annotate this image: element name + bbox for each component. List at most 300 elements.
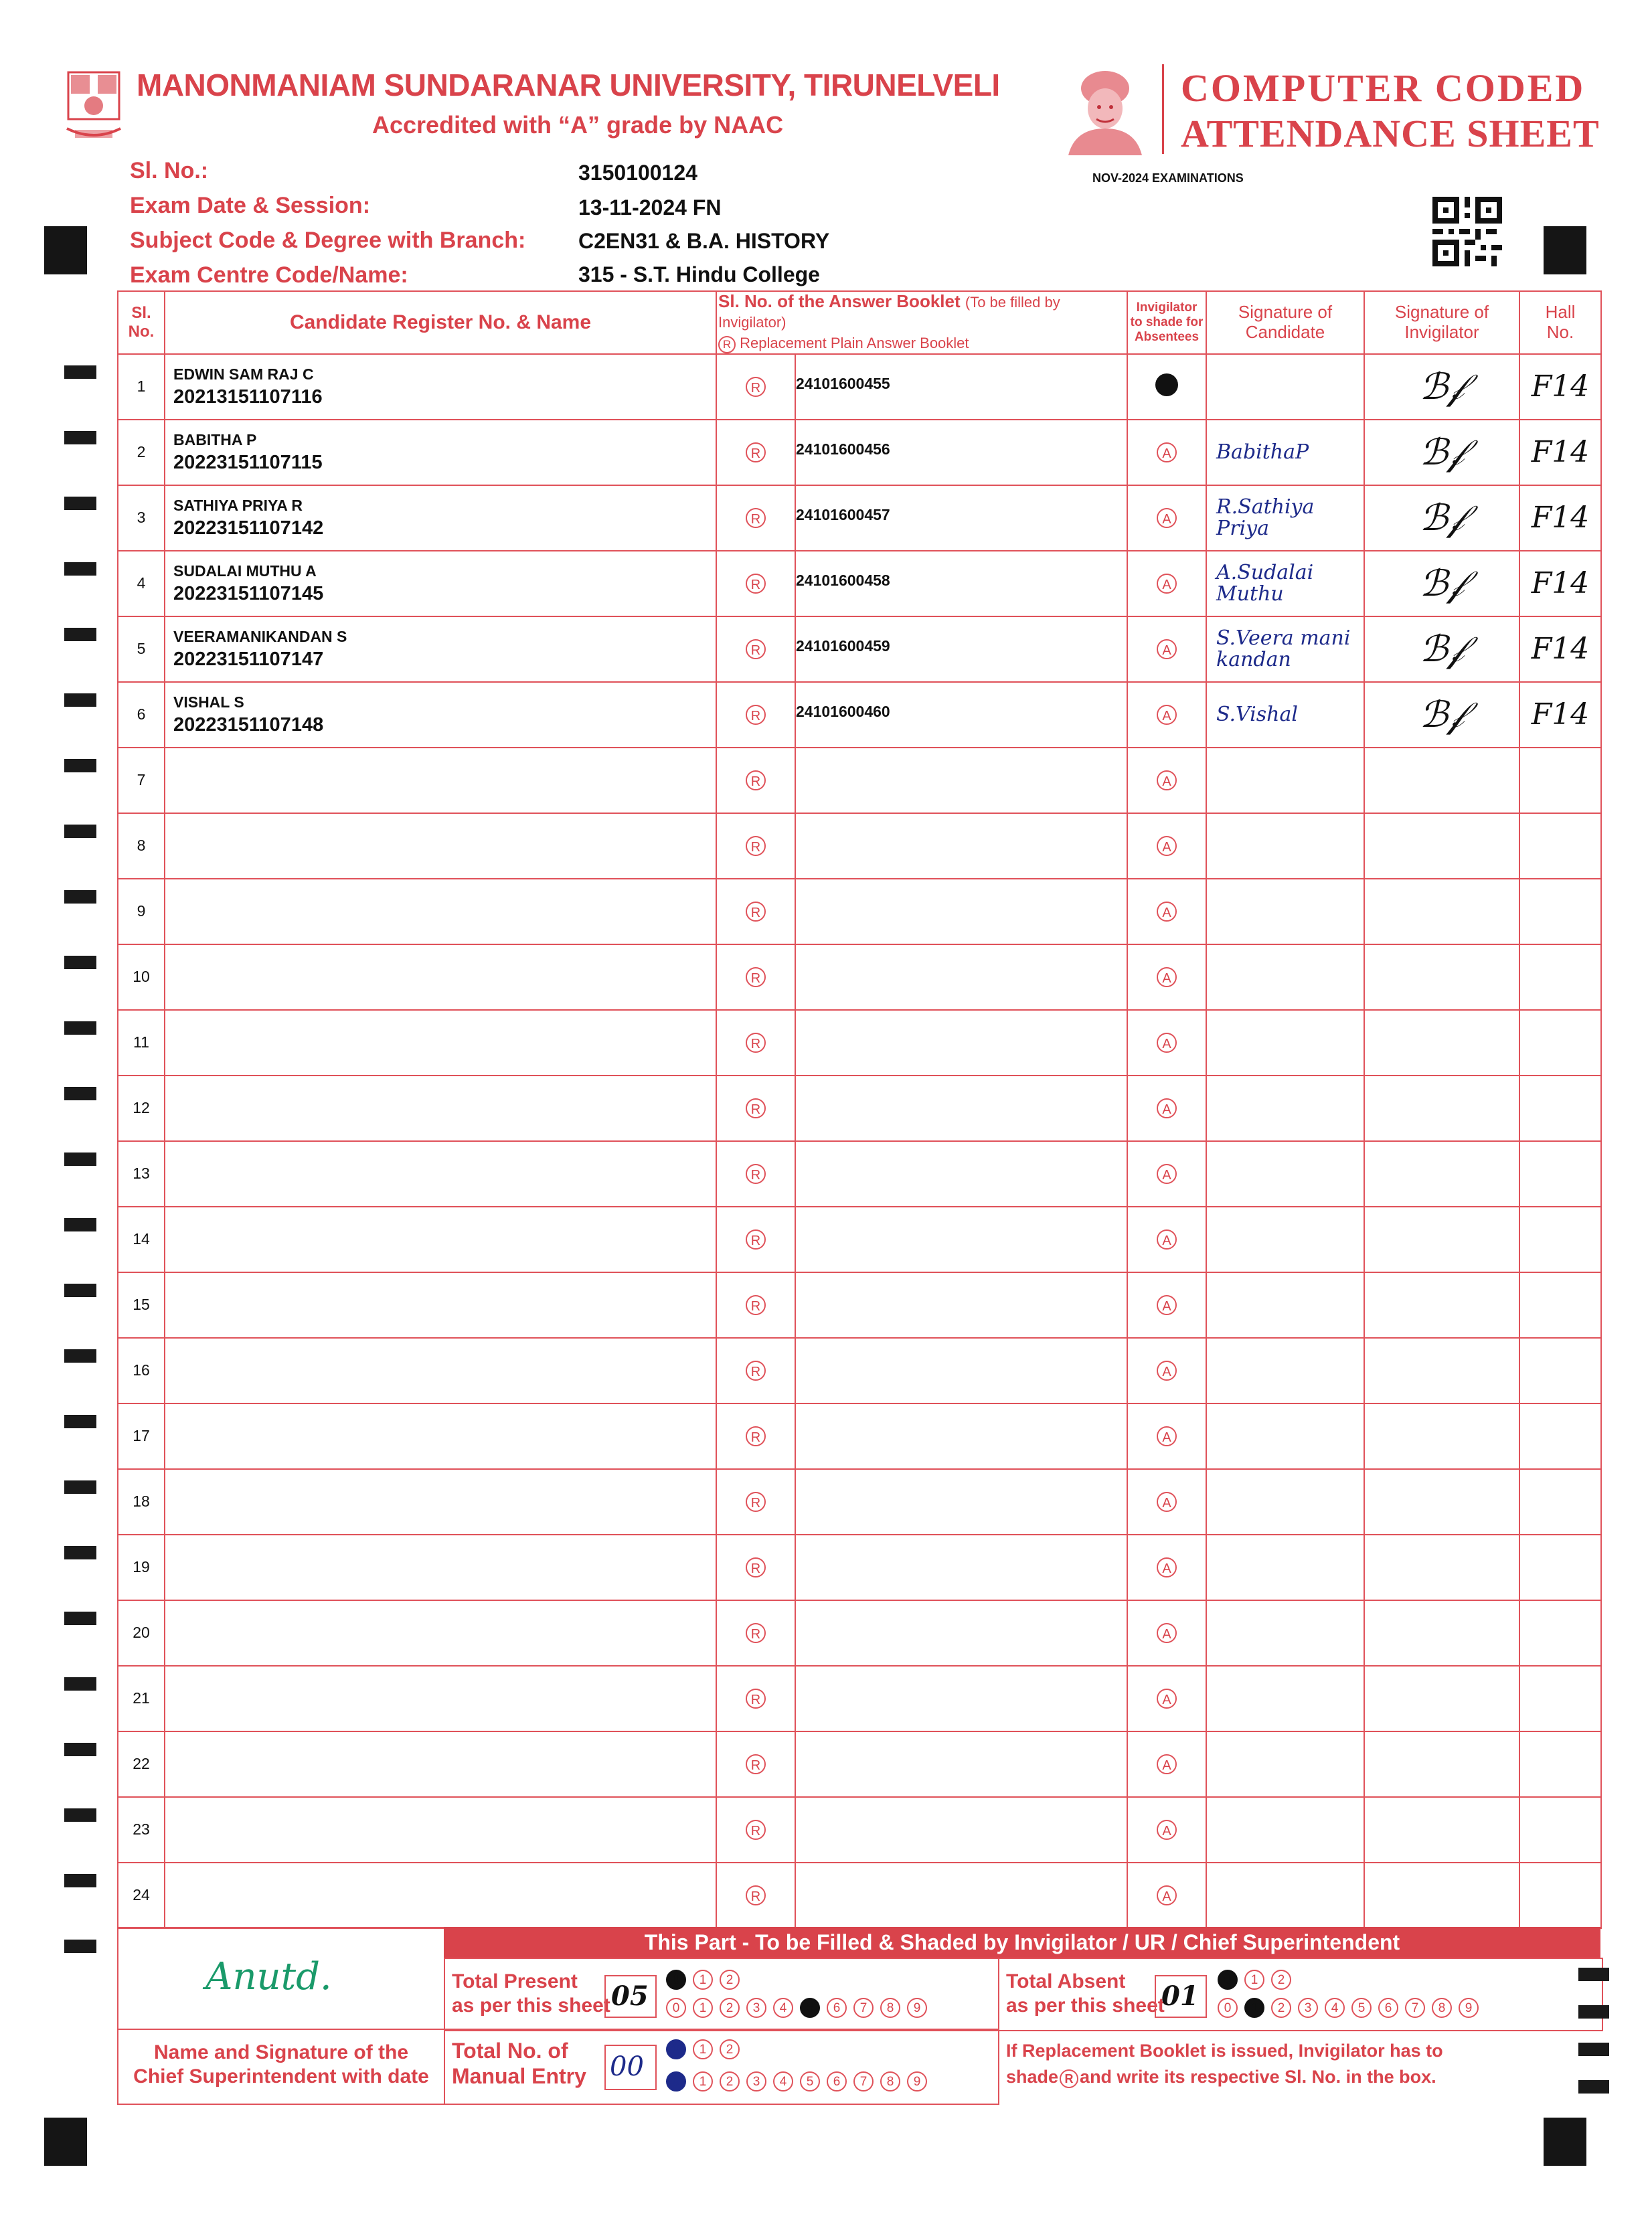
digit-bubble[interactable]: 8 xyxy=(880,2071,900,2092)
col-booklet-header: Sl. No. of the Answer Booklet (To be filled by Invigilator) R Replacement Plain Answer Booklet xyxy=(716,291,1127,354)
digit-bubble[interactable]: 2 xyxy=(1271,1998,1291,2018)
replacement-bubble[interactable]: R xyxy=(746,1295,766,1315)
invigilator-signature-cell[interactable] xyxy=(1364,551,1519,616)
replacement-bubble-cell[interactable] xyxy=(716,1797,795,1863)
chief-label: Name and Signature of the Chief Superintendent with date xyxy=(133,2041,429,2087)
invigilator-signature: ℬ𝒻 xyxy=(1419,430,1465,473)
candidate-cell xyxy=(165,616,716,682)
digit-bubble[interactable]: 6 xyxy=(1378,1998,1398,2018)
exam-centre-value: 315 - S.T. Hindu College xyxy=(578,262,820,286)
timing-mark-left xyxy=(64,1546,96,1559)
digit-bubble[interactable]: 3 xyxy=(746,1998,766,2018)
absent-bubble[interactable]: A xyxy=(1157,639,1177,659)
hall-no-cell[interactable] xyxy=(1519,1666,1601,1731)
hall-no-cell[interactable] xyxy=(1519,1076,1601,1141)
invigilator-signature-cell[interactable] xyxy=(1364,1731,1519,1797)
absent-bubble-cell[interactable] xyxy=(1127,1731,1206,1797)
total-absent-tens-bubbles[interactable] xyxy=(1218,1970,1298,1990)
absent-bubble[interactable]: A xyxy=(1157,705,1177,725)
digit-bubble[interactable]: 8 xyxy=(1432,1998,1452,2018)
invigilator-signature-cell[interactable] xyxy=(1364,1207,1519,1272)
candidate-cell xyxy=(165,682,716,748)
digit-bubble[interactable]: 9 xyxy=(907,1998,927,2018)
invigilator-signature-cell[interactable] xyxy=(1364,748,1519,813)
replacement-bubble[interactable]: R xyxy=(746,1820,766,1840)
absent-bubble-cell[interactable] xyxy=(1127,1403,1206,1469)
digit-bubble[interactable]: 3 xyxy=(1298,1998,1318,2018)
absent-bubble[interactable]: A xyxy=(1157,1426,1177,1446)
candidate-signature-cell[interactable] xyxy=(1206,1600,1364,1666)
replacement-bubble[interactable]: R xyxy=(746,1623,766,1643)
candidate-signature: BabithaP xyxy=(1216,440,1309,464)
digit-bubble[interactable]: 5 xyxy=(800,2071,820,2092)
booklet-number[interactable] xyxy=(795,1272,1127,1338)
row-sl-no: 12 xyxy=(118,1076,165,1141)
replacement-bubble-cell[interactable] xyxy=(716,1666,795,1731)
digit-bubble[interactable]: 2 xyxy=(720,2039,740,2059)
booklet-number[interactable] xyxy=(795,1600,1127,1666)
absent-bubble[interactable]: A xyxy=(1157,1885,1177,1905)
invigilator-signature-cell[interactable] xyxy=(1364,354,1519,420)
absent-bubble-cell[interactable] xyxy=(1127,944,1206,1010)
candidate-name: SATHIYA PRIYA R xyxy=(173,496,303,514)
table-row xyxy=(118,1272,1601,1338)
table-row xyxy=(118,1797,1601,1863)
replacement-bubble[interactable]: R xyxy=(746,1492,766,1512)
row-sl-no: 3 xyxy=(118,485,165,551)
absent-bubble-cell[interactable] xyxy=(1127,1469,1206,1535)
digit-bubble[interactable]: 1 xyxy=(1244,1970,1264,1990)
hall-no-cell[interactable] xyxy=(1519,1338,1601,1403)
candidate-cell xyxy=(165,1272,716,1338)
invigilator-signature-cell[interactable] xyxy=(1364,1403,1519,1469)
absent-bubble-cell[interactable] xyxy=(1127,1010,1206,1076)
absent-bubble[interactable]: A xyxy=(1157,1033,1177,1053)
booklet-number[interactable] xyxy=(795,1141,1127,1207)
hall-no-cell[interactable] xyxy=(1519,1207,1601,1272)
digit-bubble[interactable]: 2 xyxy=(1271,1970,1291,1990)
candidate-signature-cell[interactable] xyxy=(1206,813,1364,879)
table-row xyxy=(118,1141,1601,1207)
digit-bubble[interactable]: 0 xyxy=(666,2071,686,2092)
replacement-bubble-cell[interactable] xyxy=(716,1010,795,1076)
invigilator-signature-cell[interactable] xyxy=(1364,1666,1519,1731)
exam-date-value: 13-11-2024 FN xyxy=(578,195,722,220)
candidate-signature-cell[interactable] xyxy=(1206,879,1364,944)
row-sl-no: 24 xyxy=(118,1863,165,1928)
digit-bubble[interactable]: 0 xyxy=(666,1970,686,1990)
total-absent-units-bubbles[interactable] xyxy=(1218,1998,1485,2018)
table-row xyxy=(118,1863,1601,1928)
hall-no-cell[interactable] xyxy=(1519,1141,1601,1207)
absent-bubble[interactable]: A xyxy=(1157,1623,1177,1643)
invigilator-signature-cell[interactable] xyxy=(1364,1797,1519,1863)
total-present-tens-bubbles[interactable] xyxy=(666,1970,746,1990)
digit-bubble[interactable]: 9 xyxy=(1459,1998,1479,2018)
row-sl-no: 4 xyxy=(118,551,165,616)
absent-bubble-cell[interactable] xyxy=(1127,354,1206,420)
booklet-number[interactable]: 24101600456 xyxy=(795,420,1127,485)
absent-bubble-cell[interactable] xyxy=(1127,1207,1206,1272)
timing-mark-left xyxy=(64,1415,96,1428)
replacement-bubble[interactable]: R xyxy=(746,1229,766,1250)
timing-mark-left xyxy=(64,890,96,904)
digit-bubble[interactable]: 9 xyxy=(907,2071,927,2092)
invigilator-signature-cell[interactable] xyxy=(1364,420,1519,485)
replacement-bubble[interactable]: R xyxy=(746,508,766,528)
replacement-bubble-cell[interactable] xyxy=(716,944,795,1010)
replacement-bubble-cell[interactable] xyxy=(716,485,795,551)
invigilator-signature-cell[interactable] xyxy=(1364,879,1519,944)
hall-no-cell[interactable] xyxy=(1519,1863,1601,1928)
digit-bubble[interactable]: 1 xyxy=(693,1970,713,1990)
hall-no-cell[interactable] xyxy=(1519,1797,1601,1863)
absent-bubble[interactable]: A xyxy=(1157,902,1177,922)
candidate-signature-cell[interactable] xyxy=(1206,354,1364,420)
absent-bubble-cell[interactable] xyxy=(1127,1272,1206,1338)
replacement-bubble[interactable]: R xyxy=(746,770,766,790)
hall-no-cell[interactable] xyxy=(1519,1403,1601,1469)
row-sl-no: 11 xyxy=(118,1010,165,1076)
digit-bubble[interactable]: 0 xyxy=(1218,1998,1238,2018)
replacement-bubble[interactable]: R xyxy=(746,442,766,462)
booklet-number[interactable] xyxy=(795,1731,1127,1797)
absent-bubble[interactable]: A xyxy=(1157,770,1177,790)
registration-mark-top-left xyxy=(44,226,87,274)
booklet-number[interactable] xyxy=(795,1469,1127,1535)
absent-bubble[interactable]: A xyxy=(1157,1164,1177,1184)
candidate-signature: S.Vishal xyxy=(1216,703,1298,727)
absent-bubble-filled[interactable] xyxy=(1155,373,1178,396)
booklet-number[interactable] xyxy=(795,748,1127,813)
booklet-number[interactable] xyxy=(795,813,1127,879)
digit-bubble[interactable]: 4 xyxy=(773,1998,793,2018)
candidate-signature-cell[interactable] xyxy=(1206,1666,1364,1731)
candidate-signature-cell[interactable] xyxy=(1206,1076,1364,1141)
invigilator-signature-cell[interactable] xyxy=(1364,1076,1519,1141)
absent-bubble-cell[interactable] xyxy=(1127,1535,1206,1600)
invigilator-signature: ℬ𝒻 xyxy=(1419,627,1465,670)
absent-bubble[interactable]: A xyxy=(1157,1754,1177,1774)
invigilator-signature-cell[interactable] xyxy=(1364,485,1519,551)
digit-bubble[interactable]: 0 xyxy=(1218,1970,1238,1990)
sheet-title-line-1: COMPUTER CODED xyxy=(1181,66,1586,110)
booklet-number[interactable] xyxy=(795,1403,1127,1469)
absent-bubble[interactable]: A xyxy=(1157,508,1177,528)
digit-bubble[interactable]: 1 xyxy=(1244,1998,1264,2018)
absent-bubble[interactable]: A xyxy=(1157,836,1177,856)
booklet-number[interactable]: 24101600460 xyxy=(795,682,1127,748)
invigilator-signature-cell[interactable] xyxy=(1364,1469,1519,1535)
hall-no: F14 xyxy=(1531,435,1590,470)
chief-signature-box xyxy=(117,1927,445,2030)
absent-bubble-cell[interactable] xyxy=(1127,748,1206,813)
invigilator-signature-cell[interactable] xyxy=(1364,1863,1519,1928)
hall-no-cell[interactable] xyxy=(1519,1600,1601,1666)
candidate-name: VISHAL S xyxy=(173,693,244,711)
digit-bubble[interactable]: 7 xyxy=(1405,1998,1425,2018)
absent-bubble[interactable]: A xyxy=(1157,1098,1177,1118)
replacement-bubble-cell[interactable] xyxy=(716,1535,795,1600)
candidate-signature-cell[interactable] xyxy=(1206,1731,1364,1797)
digit-bubble[interactable]: 6 xyxy=(827,1998,847,2018)
invigilator-signature: ℬ𝒻 xyxy=(1419,693,1465,736)
row-sl-no: 1 xyxy=(118,354,165,420)
registration-mark-bottom-left xyxy=(44,2118,87,2166)
replacement-bubble-cell[interactable] xyxy=(716,616,795,682)
table-row xyxy=(118,813,1601,879)
candidate-signature-cell[interactable] xyxy=(1206,1010,1364,1076)
absent-bubble[interactable]: A xyxy=(1157,1295,1177,1315)
replacement-bubble-cell[interactable] xyxy=(716,551,795,616)
digit-bubble[interactable]: 7 xyxy=(853,2071,874,2092)
replacement-bubble[interactable]: R xyxy=(746,1098,766,1118)
booklet-number[interactable] xyxy=(795,1666,1127,1731)
digit-bubble[interactable]: 1 xyxy=(693,2071,713,2092)
hall-no-cell[interactable] xyxy=(1519,1731,1601,1797)
table-row xyxy=(118,1010,1601,1076)
timing-mark-left xyxy=(64,1153,96,1166)
candidate-signature-cell[interactable] xyxy=(1206,485,1364,551)
absent-bubble-cell[interactable] xyxy=(1127,879,1206,944)
sheet-title-line-2: ATTENDANCE SHEET xyxy=(1181,112,1600,155)
digit-bubble[interactable]: 1 xyxy=(693,1998,713,2018)
absent-bubble-cell[interactable] xyxy=(1127,1338,1206,1403)
candidate-signature-cell[interactable] xyxy=(1206,420,1364,485)
replacement-bubble-cell[interactable] xyxy=(716,682,795,748)
replacement-bubble-cell[interactable] xyxy=(716,1076,795,1141)
absent-bubble[interactable]: A xyxy=(1157,1557,1177,1577)
candidate-signature-cell[interactable] xyxy=(1206,1797,1364,1863)
booklet-number[interactable] xyxy=(795,1535,1127,1600)
candidate-signature-cell[interactable] xyxy=(1206,748,1364,813)
invigilator-signature-cell[interactable] xyxy=(1364,1535,1519,1600)
booklet-number[interactable] xyxy=(795,1863,1127,1928)
digit-bubble[interactable]: 2 xyxy=(720,2071,740,2092)
total-absent-value-box[interactable]: 01 xyxy=(1155,1975,1207,2018)
replacement-bubble-cell[interactable] xyxy=(716,1600,795,1666)
manual-entry-tens-bubbles[interactable] xyxy=(666,2039,746,2059)
digit-bubble[interactable]: 5 xyxy=(1351,1998,1372,2018)
invigilator-signature-cell[interactable] xyxy=(1364,944,1519,1010)
hall-no-cell[interactable] xyxy=(1519,682,1601,748)
invigilator-signature-cell[interactable] xyxy=(1364,682,1519,748)
invigilator-signature: ℬ𝒻 xyxy=(1419,365,1465,408)
total-present-units-bubbles[interactable] xyxy=(666,1998,934,2018)
invigilator-signature-cell[interactable] xyxy=(1364,1272,1519,1338)
exam-centre-label: Exam Centre Code/Name: xyxy=(130,262,408,288)
absent-bubble[interactable]: A xyxy=(1157,1820,1177,1840)
replacement-bubble[interactable]: R xyxy=(746,1164,766,1184)
booklet-number[interactable]: 24101600459 xyxy=(795,616,1127,682)
digit-bubble[interactable]: 6 xyxy=(827,2071,847,2092)
replacement-bubble-cell[interactable] xyxy=(716,354,795,420)
hall-no-cell[interactable] xyxy=(1519,551,1601,616)
digit-bubble[interactable]: 2 xyxy=(720,1970,740,1990)
candidate-cell xyxy=(165,354,716,420)
absent-bubble[interactable]: A xyxy=(1157,1492,1177,1512)
booklet-number[interactable]: 24101600458 xyxy=(795,551,1127,616)
replacement-bubble-cell[interactable] xyxy=(716,1469,795,1535)
total-absent-box xyxy=(998,1958,1603,2031)
absent-bubble[interactable]: A xyxy=(1157,967,1177,987)
candidate-signature-cell[interactable] xyxy=(1206,1469,1364,1535)
hall-no-cell[interactable] xyxy=(1519,1272,1601,1338)
absent-bubble-cell[interactable] xyxy=(1127,551,1206,616)
replacement-bubble[interactable]: R xyxy=(746,705,766,725)
candidate-signature-cell[interactable] xyxy=(1206,1272,1364,1338)
replacement-bubble-cell[interactable] xyxy=(716,1338,795,1403)
hall-no-cell[interactable] xyxy=(1519,485,1601,551)
digit-bubble[interactable]: 2 xyxy=(720,1998,740,2018)
invigilator-signature-cell[interactable] xyxy=(1364,1010,1519,1076)
candidate-cell xyxy=(165,1338,716,1403)
replacement-bubble[interactable]: R xyxy=(746,1033,766,1053)
replacement-bubble-cell[interactable] xyxy=(716,879,795,944)
col-candidate-signature-header: Signature of Candidate xyxy=(1206,291,1364,354)
university-logo xyxy=(62,67,126,147)
manual-entry-value-box[interactable]: 00 xyxy=(604,2045,657,2090)
replacement-bubble-cell[interactable] xyxy=(716,1731,795,1797)
invigilator-signature-cell[interactable] xyxy=(1364,813,1519,879)
candidate-signature-cell[interactable] xyxy=(1206,1207,1364,1272)
candidate-signature-cell[interactable] xyxy=(1206,616,1364,682)
booklet-number[interactable] xyxy=(795,879,1127,944)
row-sl-no: 6 xyxy=(118,682,165,748)
replacement-bubble[interactable]: R xyxy=(746,1885,766,1905)
hall-no-cell[interactable] xyxy=(1519,813,1601,879)
candidate-cell xyxy=(165,1469,716,1535)
candidate-cell xyxy=(165,1797,716,1863)
col-candidate-header: Candidate Register No. & Name xyxy=(165,291,716,354)
register-number: 20223151107115 xyxy=(173,451,323,473)
digit-bubble[interactable]: 8 xyxy=(880,1998,900,2018)
invigilator-signature-cell[interactable] xyxy=(1364,616,1519,682)
invigilator-signature-cell[interactable] xyxy=(1364,1338,1519,1403)
absent-bubble[interactable]: A xyxy=(1157,1689,1177,1709)
digit-bubble[interactable]: 0 xyxy=(666,1998,686,2018)
candidate-signature-cell[interactable] xyxy=(1206,1535,1364,1600)
hall-no: F14 xyxy=(1531,501,1590,535)
hall-no-cell[interactable] xyxy=(1519,1535,1601,1600)
absent-bubble-cell[interactable] xyxy=(1127,1797,1206,1863)
hall-no-cell[interactable] xyxy=(1519,879,1601,944)
manual-entry-units-bubbles[interactable] xyxy=(666,2071,934,2092)
replacement-bubble-cell[interactable] xyxy=(716,748,795,813)
invigilator-signature-cell[interactable] xyxy=(1364,1141,1519,1207)
hall-no: F14 xyxy=(1531,632,1590,667)
absent-bubble[interactable]: A xyxy=(1157,574,1177,594)
hall-no-cell[interactable] xyxy=(1519,616,1601,682)
absent-bubble-cell[interactable] xyxy=(1127,1863,1206,1928)
replacement-bubble[interactable]: R xyxy=(746,377,766,397)
table-row xyxy=(118,616,1601,682)
absent-bubble-cell[interactable] xyxy=(1127,485,1206,551)
replacement-bubble-cell[interactable] xyxy=(716,1207,795,1272)
booklet-number[interactable]: 24101600457 xyxy=(795,485,1127,551)
candidate-name: BABITHA P xyxy=(173,430,257,448)
absent-bubble-cell[interactable] xyxy=(1127,616,1206,682)
booklet-number[interactable] xyxy=(795,1010,1127,1076)
hall-no-cell[interactable] xyxy=(1519,1010,1601,1076)
candidate-signature-cell[interactable] xyxy=(1206,1141,1364,1207)
absent-bubble-cell[interactable] xyxy=(1127,1076,1206,1141)
replacement-bubble[interactable]: R xyxy=(746,1426,766,1446)
hall-no-cell[interactable] xyxy=(1519,748,1601,813)
replacement-bubble[interactable]: R xyxy=(746,836,766,856)
table-row xyxy=(118,485,1601,551)
candidate-signature-cell[interactable] xyxy=(1206,1403,1364,1469)
candidate-signature-cell[interactable] xyxy=(1206,682,1364,748)
absent-bubble-cell[interactable] xyxy=(1127,813,1206,879)
absent-bubble[interactable]: A xyxy=(1157,442,1177,462)
total-present-value-box[interactable]: 05 xyxy=(604,1975,657,2018)
qr-code xyxy=(1432,197,1502,266)
candidate-signature-cell[interactable] xyxy=(1206,1863,1364,1928)
digit-bubble[interactable]: 5 xyxy=(800,1998,820,2018)
replacement-bubble[interactable]: R xyxy=(746,1754,766,1774)
booklet-number[interactable] xyxy=(795,1338,1127,1403)
hall-no-cell[interactable] xyxy=(1519,354,1601,420)
hall-no-cell[interactable] xyxy=(1519,1469,1601,1535)
candidate-cell xyxy=(165,879,716,944)
replacement-bubble[interactable]: R xyxy=(746,902,766,922)
digit-bubble[interactable]: 0 xyxy=(666,2039,686,2059)
hall-no-cell[interactable] xyxy=(1519,944,1601,1010)
booklet-number[interactable] xyxy=(795,1076,1127,1141)
replacement-bubble-cell[interactable] xyxy=(716,1141,795,1207)
candidate-signature-cell[interactable] xyxy=(1206,551,1364,616)
digit-bubble[interactable]: 3 xyxy=(746,2071,766,2092)
candidate-signature-cell[interactable] xyxy=(1206,1338,1364,1403)
candidate-cell xyxy=(165,1863,716,1928)
replacement-bubble[interactable]: R xyxy=(746,1557,766,1577)
absent-bubble[interactable]: A xyxy=(1157,1361,1177,1381)
digit-bubble[interactable]: 4 xyxy=(773,2071,793,2092)
replacement-bubble[interactable]: R xyxy=(746,639,766,659)
booklet-number[interactable]: 24101600455 xyxy=(795,354,1127,420)
replacement-bubble-cell[interactable] xyxy=(716,1403,795,1469)
candidate-signature-cell[interactable] xyxy=(1206,944,1364,1010)
digit-bubble[interactable]: 1 xyxy=(693,2039,713,2059)
replacement-bubble[interactable]: R xyxy=(746,1361,766,1381)
absent-bubble-cell[interactable] xyxy=(1127,1141,1206,1207)
replacement-bubble-cell[interactable] xyxy=(716,813,795,879)
absent-bubble-cell[interactable] xyxy=(1127,1666,1206,1731)
register-number: 20223151107145 xyxy=(173,582,324,604)
digit-bubble[interactable]: 7 xyxy=(853,1998,874,2018)
replacement-note-box xyxy=(998,2029,1602,2102)
replacement-bubble[interactable]: R xyxy=(746,1689,766,1709)
replacement-bubble[interactable]: R xyxy=(746,967,766,987)
absent-bubble-cell[interactable] xyxy=(1127,682,1206,748)
absent-bubble[interactable]: A xyxy=(1157,1229,1177,1250)
digit-bubble[interactable]: 4 xyxy=(1325,1998,1345,2018)
booklet-number[interactable] xyxy=(795,1797,1127,1863)
absent-bubble-cell[interactable] xyxy=(1127,420,1206,485)
replacement-bubble-cell[interactable] xyxy=(716,1863,795,1928)
booklet-number[interactable] xyxy=(795,1207,1127,1272)
replacement-bubble-cell[interactable] xyxy=(716,420,795,485)
replacement-bubble[interactable]: R xyxy=(746,574,766,594)
booklet-number[interactable] xyxy=(795,944,1127,1010)
timing-mark-left xyxy=(64,956,96,969)
replacement-bubble-cell[interactable] xyxy=(716,1272,795,1338)
hall-no-cell[interactable] xyxy=(1519,420,1601,485)
subject-value: C2EN31 & B.A. HISTORY xyxy=(578,229,830,253)
invigilator-signature-cell[interactable] xyxy=(1364,1600,1519,1666)
absent-bubble-cell[interactable] xyxy=(1127,1600,1206,1666)
